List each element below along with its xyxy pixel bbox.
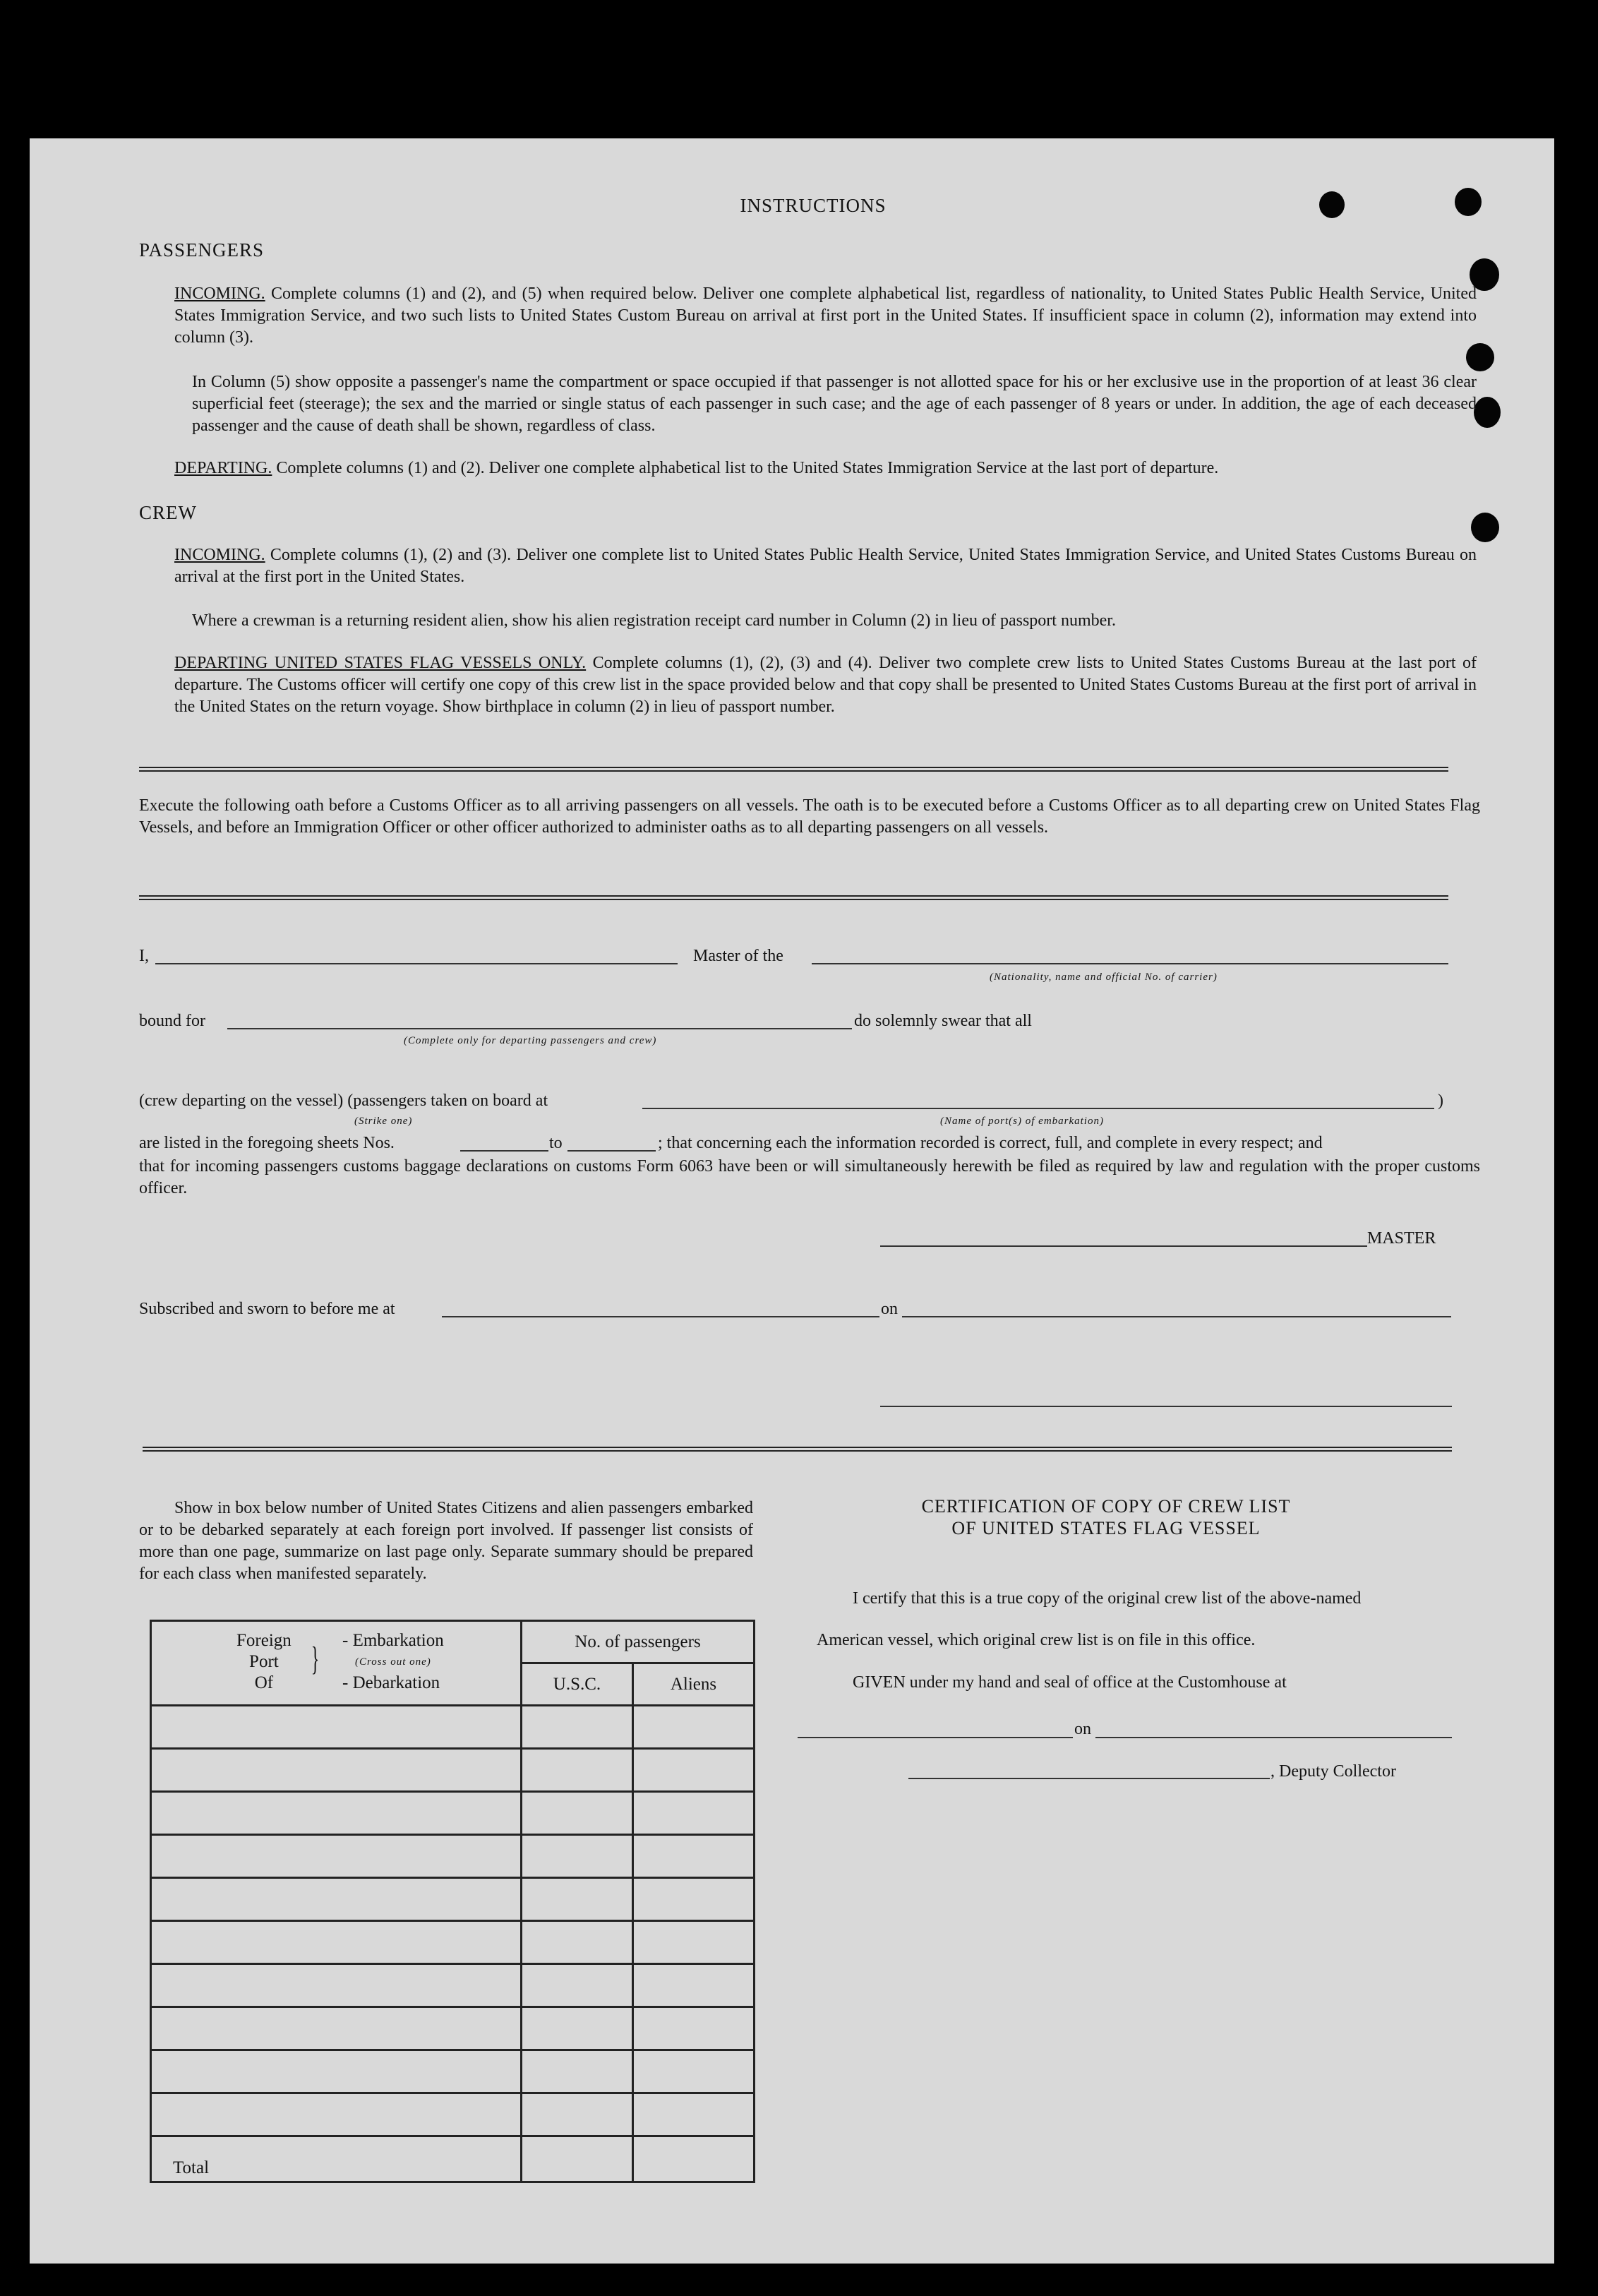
passengers-incoming-text: Complete columns (1) and (2), and (5) when required below. Deliver one complete alphabetical list, regardless of nationality, to United States Public Health Service, United States Immigration Service, and two such lists to United States Custom Bureau on arrival at first port in the United States. If insufficient space in column (2), information may extend into column (3).: [174, 285, 1477, 347]
punch-hole: [1474, 397, 1501, 428]
bound-for-hint: (Complete only for departing passengers and crew): [404, 1035, 657, 1046]
summary-instructions: Show in box below number of United States Citizens and alien passengers embarked or to be debarked separately at each foreign port involved. If passenger list consists of more than one page, summarize on last page only. Separate summary should be prepared for each class when manifested separately.: [139, 1499, 753, 1583]
page-title: INSTRUCTIONS: [740, 195, 887, 216]
deputy-collector-label: , Deputy Collector: [1270, 1762, 1396, 1781]
passengers-departing-text: Complete columns (1) and (2). Deliver one complete alphabetical list to the United States Immigration Service at the last port of departure.: [276, 459, 1219, 477]
port-cell[interactable]: [151, 1792, 522, 1835]
cross-out-hint: (Cross out one): [355, 1656, 431, 1668]
sworn-place-field[interactable]: [442, 1316, 879, 1317]
crew-departing-text: Complete columns (1), (2), (3) and (4). Deliver two complete crew lists to United States Customs Bureau at the last port of departure. The Customs officer will certify one copy of this crew list in the space provided below and that copy shall be presented to United States Customs Bureau at the first port of arrival in the United States on the return voyage. Show birthplace in column (2) in lieu of passport number.: [174, 654, 1477, 716]
aliens-cell[interactable]: [633, 1835, 755, 1878]
sheet-from-field[interactable]: [460, 1150, 548, 1152]
crew-departing-paragraph: [174, 652, 1477, 718]
crew-departing-label: (crew departing on the vessel) (passengers taken on board at: [139, 1092, 548, 1110]
given-text: GIVEN under my hand and seal of office at the Customhouse at: [853, 1673, 1287, 1692]
section-divider: [139, 895, 1448, 900]
port-cell[interactable]: [151, 2007, 522, 2050]
port-cell[interactable]: [151, 1921, 522, 1964]
aliens-cell[interactable]: [633, 1706, 755, 1749]
customhouse-field[interactable]: [798, 1737, 1073, 1738]
usc-cell[interactable]: [522, 1878, 633, 1921]
port-cell[interactable]: [151, 2093, 522, 2136]
form-page: [30, 138, 1554, 2264]
sheet-to-field[interactable]: [567, 1150, 656, 1152]
strike-one-hint: (Strike one): [354, 1116, 413, 1127]
aliens-cell[interactable]: [633, 1878, 755, 1921]
section-divider: [143, 1447, 1452, 1452]
certification-title-line2: OF UNITED STATES FLAG VESSEL: [951, 1518, 1261, 1538]
aliens-total-cell[interactable]: [633, 2136, 755, 2182]
aliens-cell[interactable]: [633, 1749, 755, 1792]
crew-incoming-label: INCOMING.: [174, 546, 265, 564]
port-label: Port: [249, 1652, 279, 1671]
master-name-field[interactable]: [155, 963, 678, 964]
of-label: Of: [254, 1673, 274, 1692]
aliens-cell[interactable]: [633, 2050, 755, 2093]
bound-for-label: bound for: [139, 1012, 205, 1030]
sheets-label: are listed in the foregoing sheets Nos.: [139, 1134, 395, 1152]
passengers-departing-paragraph: [174, 458, 1477, 479]
no-passengers-header: No. of passengers: [522, 1621, 755, 1663]
crew-incoming-text: Complete columns (1), (2) and (3). Deliver one complete list to United States Public Health Service, United States Immigration Service, and United States Customs Bureau on arrival at the first port in the United States.: [174, 546, 1477, 586]
sheets-to-label: to: [549, 1134, 563, 1152]
crew-heading: CREW: [139, 502, 197, 523]
ports-hint: (Name of port(s) of embarkation): [940, 1116, 1104, 1127]
port-cell[interactable]: [151, 2050, 522, 2093]
deputy-collector-signature-field[interactable]: [908, 1778, 1270, 1779]
usc-cell[interactable]: [522, 2093, 633, 2136]
american-vessel-text: American vessel, which original crew list is on file in this office.: [817, 1631, 1256, 1649]
aliens-cell[interactable]: [633, 2007, 755, 2050]
passenger-summary-table: [150, 1620, 755, 2183]
certification-title-line1: CERTIFICATION OF COPY OF CREW LIST: [921, 1496, 1291, 1517]
embarkation-option[interactable]: - Embarkation: [342, 1631, 444, 1650]
aliens-cell[interactable]: [633, 1964, 755, 2007]
port-cell[interactable]: [151, 1749, 522, 1792]
crew-incoming-paragraph: [174, 544, 1477, 588]
certification-on-label: on: [1074, 1720, 1091, 1738]
certification-title: [803, 1495, 1410, 1539]
master-of-label: Master of the: [693, 947, 783, 965]
usc-cell[interactable]: [522, 1921, 633, 1964]
usc-cell[interactable]: [522, 1706, 633, 1749]
passengers-heading: PASSENGERS: [139, 239, 265, 261]
port-cell[interactable]: [151, 1706, 522, 1749]
aliens-cell[interactable]: [633, 2093, 755, 2136]
usc-cell[interactable]: [522, 1835, 633, 1878]
port-header-cell: [151, 1621, 522, 1706]
usc-header: U.S.C.: [522, 1663, 633, 1706]
bound-for-field[interactable]: [227, 1028, 852, 1029]
close-paren: ): [1438, 1092, 1443, 1110]
foreign-label: Foreign: [236, 1631, 292, 1650]
usc-cell[interactable]: [522, 1964, 633, 2007]
aliens-cell[interactable]: [633, 1921, 755, 1964]
usc-cell[interactable]: [522, 1792, 633, 1835]
swear-label: do solemnly swear that all: [854, 1012, 1032, 1030]
crew-departing-label: DEPARTING UNITED STATES FLAG VESSELS ONLY.: [174, 654, 587, 672]
usc-cell[interactable]: [522, 1749, 633, 1792]
aliens-header: Aliens: [633, 1663, 755, 1706]
subscribed-label: Subscribed and sworn to before me at: [139, 1300, 395, 1318]
port-cell[interactable]: [151, 1964, 522, 2007]
officer-signature-field[interactable]: [880, 1406, 1452, 1407]
oath-instructions: Execute the following oath before a Customs Officer as to all arriving passengers on all vessels. The oath is to be executed before a Customs Officer as to all departing crew on United States Flag Vessels, and before an Immigration Officer or other officer authorized to administer oaths as to all departing passengers on all vessels.: [139, 796, 1480, 837]
brace-icon: }: [311, 1640, 320, 1678]
passengers-column5-paragraph: In Column (5) show opposite a passenger's name the compartment or space occupied if that passenger is not allotted space for his or her exclusive use in the proportion of at least 36 clear superficial feet (steerage); the sex and the married or single status of each passenger in such case; and the age of each passenger of 8 years or under. In addition, the age of each deceased passenger and the cause of death shall be shown, regardless of class.: [192, 373, 1477, 435]
punch-hole: [1471, 513, 1499, 542]
carrier-field[interactable]: [812, 963, 1448, 964]
passengers-incoming-paragraph: [174, 283, 1477, 349]
usc-total-cell[interactable]: [522, 2136, 633, 2182]
master-label: MASTER: [1367, 1229, 1436, 1248]
passengers-incoming-label: INCOMING.: [174, 285, 265, 303]
total-label: Total: [173, 2158, 210, 2177]
sworn-date-field[interactable]: [902, 1316, 1451, 1317]
certification-date-field[interactable]: [1095, 1737, 1452, 1738]
certify-text: I certify that this is a true copy of the original crew list of the above-named: [853, 1589, 1362, 1608]
port-cell[interactable]: [151, 1878, 522, 1921]
oath-continuation: that for incoming passengers customs baggage declarations on customs Form 6063 have been or will simultaneously herewith be filed as required by law and regulation with the proper customs officer.: [139, 1157, 1480, 1197]
aliens-cell[interactable]: [633, 1792, 755, 1835]
usc-cell[interactable]: [522, 2007, 633, 2050]
sheets-continuation: ; that concerning each the information recorded is correct, full, and complete in every respect; and: [658, 1134, 1323, 1152]
oath-i-label: I,: [139, 947, 149, 965]
ports-field[interactable]: [642, 1108, 1434, 1109]
debarkation-option[interactable]: - Debarkation: [342, 1673, 440, 1692]
port-cell[interactable]: [151, 1835, 522, 1878]
carrier-hint: (Nationality, name and official No. of carrier): [990, 971, 1218, 983]
usc-cell[interactable]: [522, 2050, 633, 2093]
total-cell: [151, 2136, 522, 2182]
section-divider: [139, 767, 1448, 772]
crew-resident-paragraph: Where a crewman is a returning resident alien, show his alien registration receipt card number in Column (2) in lieu of passport number.: [192, 611, 1116, 630]
sworn-on-label: on: [881, 1300, 898, 1318]
master-signature-field[interactable]: [880, 1245, 1367, 1247]
passengers-departing-label: DEPARTING.: [174, 459, 272, 477]
